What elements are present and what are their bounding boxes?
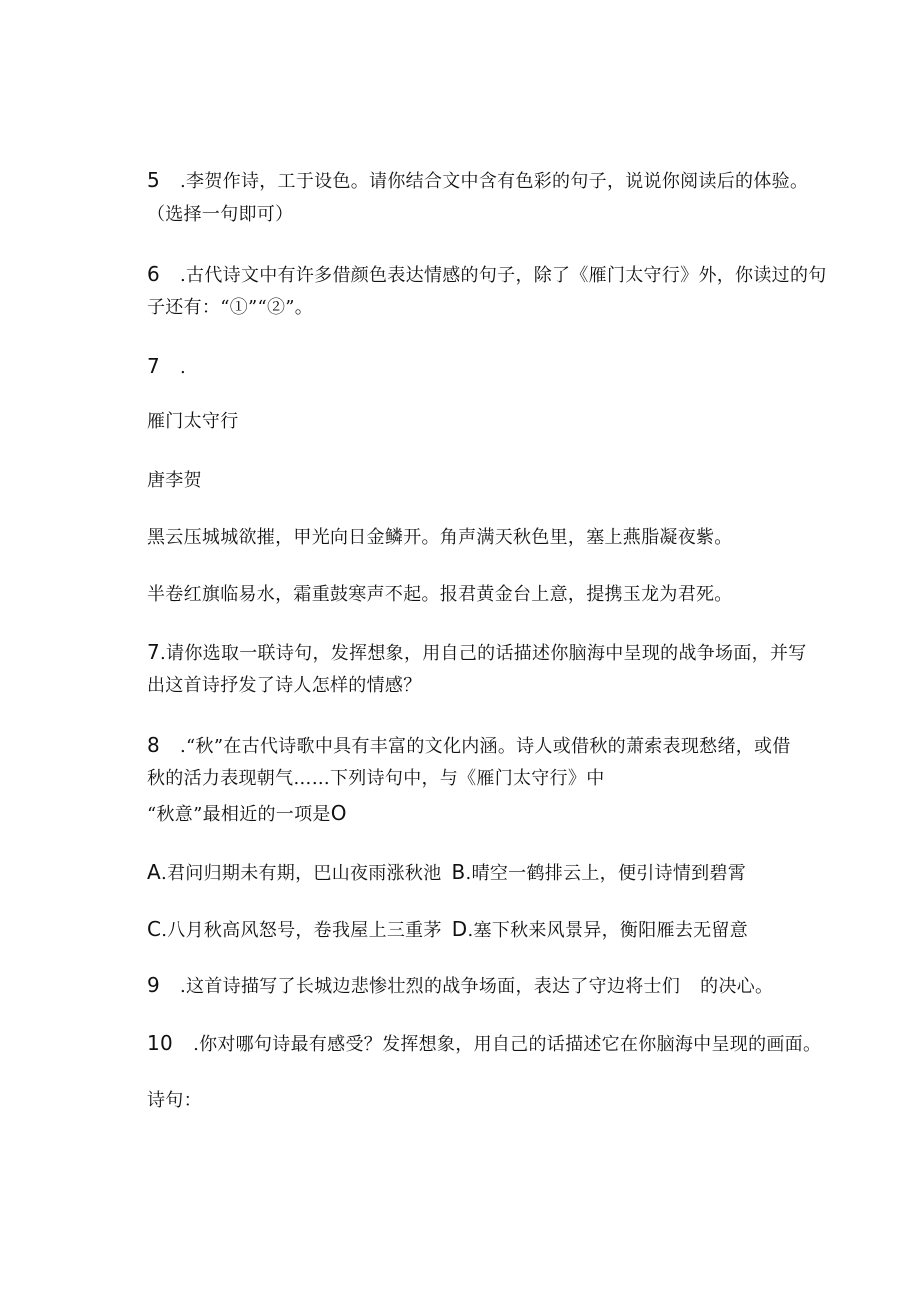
option-a-letter: A [147, 860, 161, 884]
poem-title: 雁门太守行 [147, 411, 239, 432]
question-8-line-2 [147, 767, 605, 791]
question-7-line-1 [147, 640, 807, 666]
question-7-heading [147, 354, 186, 380]
option-d-text: .塞下秋来风景异，衡阳雁去无留意 [467, 920, 749, 941]
question-text: 秋的活力表现朝气……下列诗句中，与《雁门太守行》中 [147, 768, 605, 789]
option-b-letter: B [451, 860, 466, 884]
question-number: 7 [147, 354, 161, 378]
question-number: 6 [147, 262, 161, 286]
question-5-line-1 [147, 168, 808, 194]
option-c-text: .八月秋高风怒号，卷我屋上三重茅 [161, 920, 442, 941]
question-text: . [180, 357, 187, 378]
question-text: 子还有：“①”“②”。 [147, 297, 314, 318]
question-8-options-cd [147, 917, 748, 943]
question-number: 5 [147, 168, 161, 192]
question-text: 出这首诗抒发了诗人怎样的情感？ [147, 675, 422, 696]
option-c-letter: C [147, 917, 162, 941]
question-text: .古代诗文中有许多借颜色表达情感的句子，除了《雁门太守行》外，你读过的句 [180, 265, 827, 286]
option-d-letter: D [451, 917, 468, 941]
question-6-line-1 [147, 262, 827, 288]
question-text: “秋意”最相近的一项是 [147, 804, 331, 825]
poem-author: 唐李贺 [147, 470, 202, 491]
question-text: .你对哪句诗最有感受？发挥想象，用自己的话描述它在你脑海中呈现的画面。 [193, 1034, 822, 1055]
question-6-line-2 [147, 296, 313, 320]
question-text: .李贺作诗，工于设色。请你结合文中含有色彩的句子，说说你阅读后的体验。 [180, 171, 809, 192]
question-8-line-1 [147, 733, 791, 759]
question-9 [147, 973, 773, 999]
question-number: 10 [147, 1031, 174, 1055]
question-text-end: 的决心。 [700, 976, 774, 997]
question-text: （选择一句即可） [147, 204, 294, 225]
question-text: .这首诗描写了长城边悲惨壮烈的战争场面，表达了守边将士们 [180, 976, 681, 997]
question-text: .请你选取一联诗句，发挥想象，用自己的话描述你脑海中呈现的战争场面，并写 [160, 643, 807, 664]
option-b-text: .晴空一鹤排云上，便引诗情到碧霄 [465, 863, 747, 884]
question-number: 8 [147, 733, 161, 757]
question-8-line-3 [147, 801, 347, 827]
question-5-line-2 [147, 203, 293, 227]
poem-line-1: 黑云压城城欲摧，甲光向日金鳞开。角声满天秋色里，塞上燕脂凝夜紫。 [147, 527, 733, 548]
question-text: .“秋”在古代诗歌中具有丰富的文化内涵。诗人或借秋的萧索表现愁绪，或借 [180, 736, 791, 757]
question-number: 7 [147, 640, 161, 664]
question-7-line-2 [147, 674, 422, 698]
poem-line-2: 半卷红旗临易水，霜重鼓寒声不起。报君黄金台上意，提携玉龙为君死。 [147, 584, 733, 605]
question-8-options-ab [147, 860, 746, 886]
answer-label: 诗句： [147, 1090, 202, 1111]
question-10 [147, 1031, 821, 1057]
question-number: 9 [147, 973, 161, 997]
option-a-text: .君问归期未有期，巴山夜雨涨秋池 [160, 863, 442, 884]
answer-blank: O [330, 801, 347, 825]
